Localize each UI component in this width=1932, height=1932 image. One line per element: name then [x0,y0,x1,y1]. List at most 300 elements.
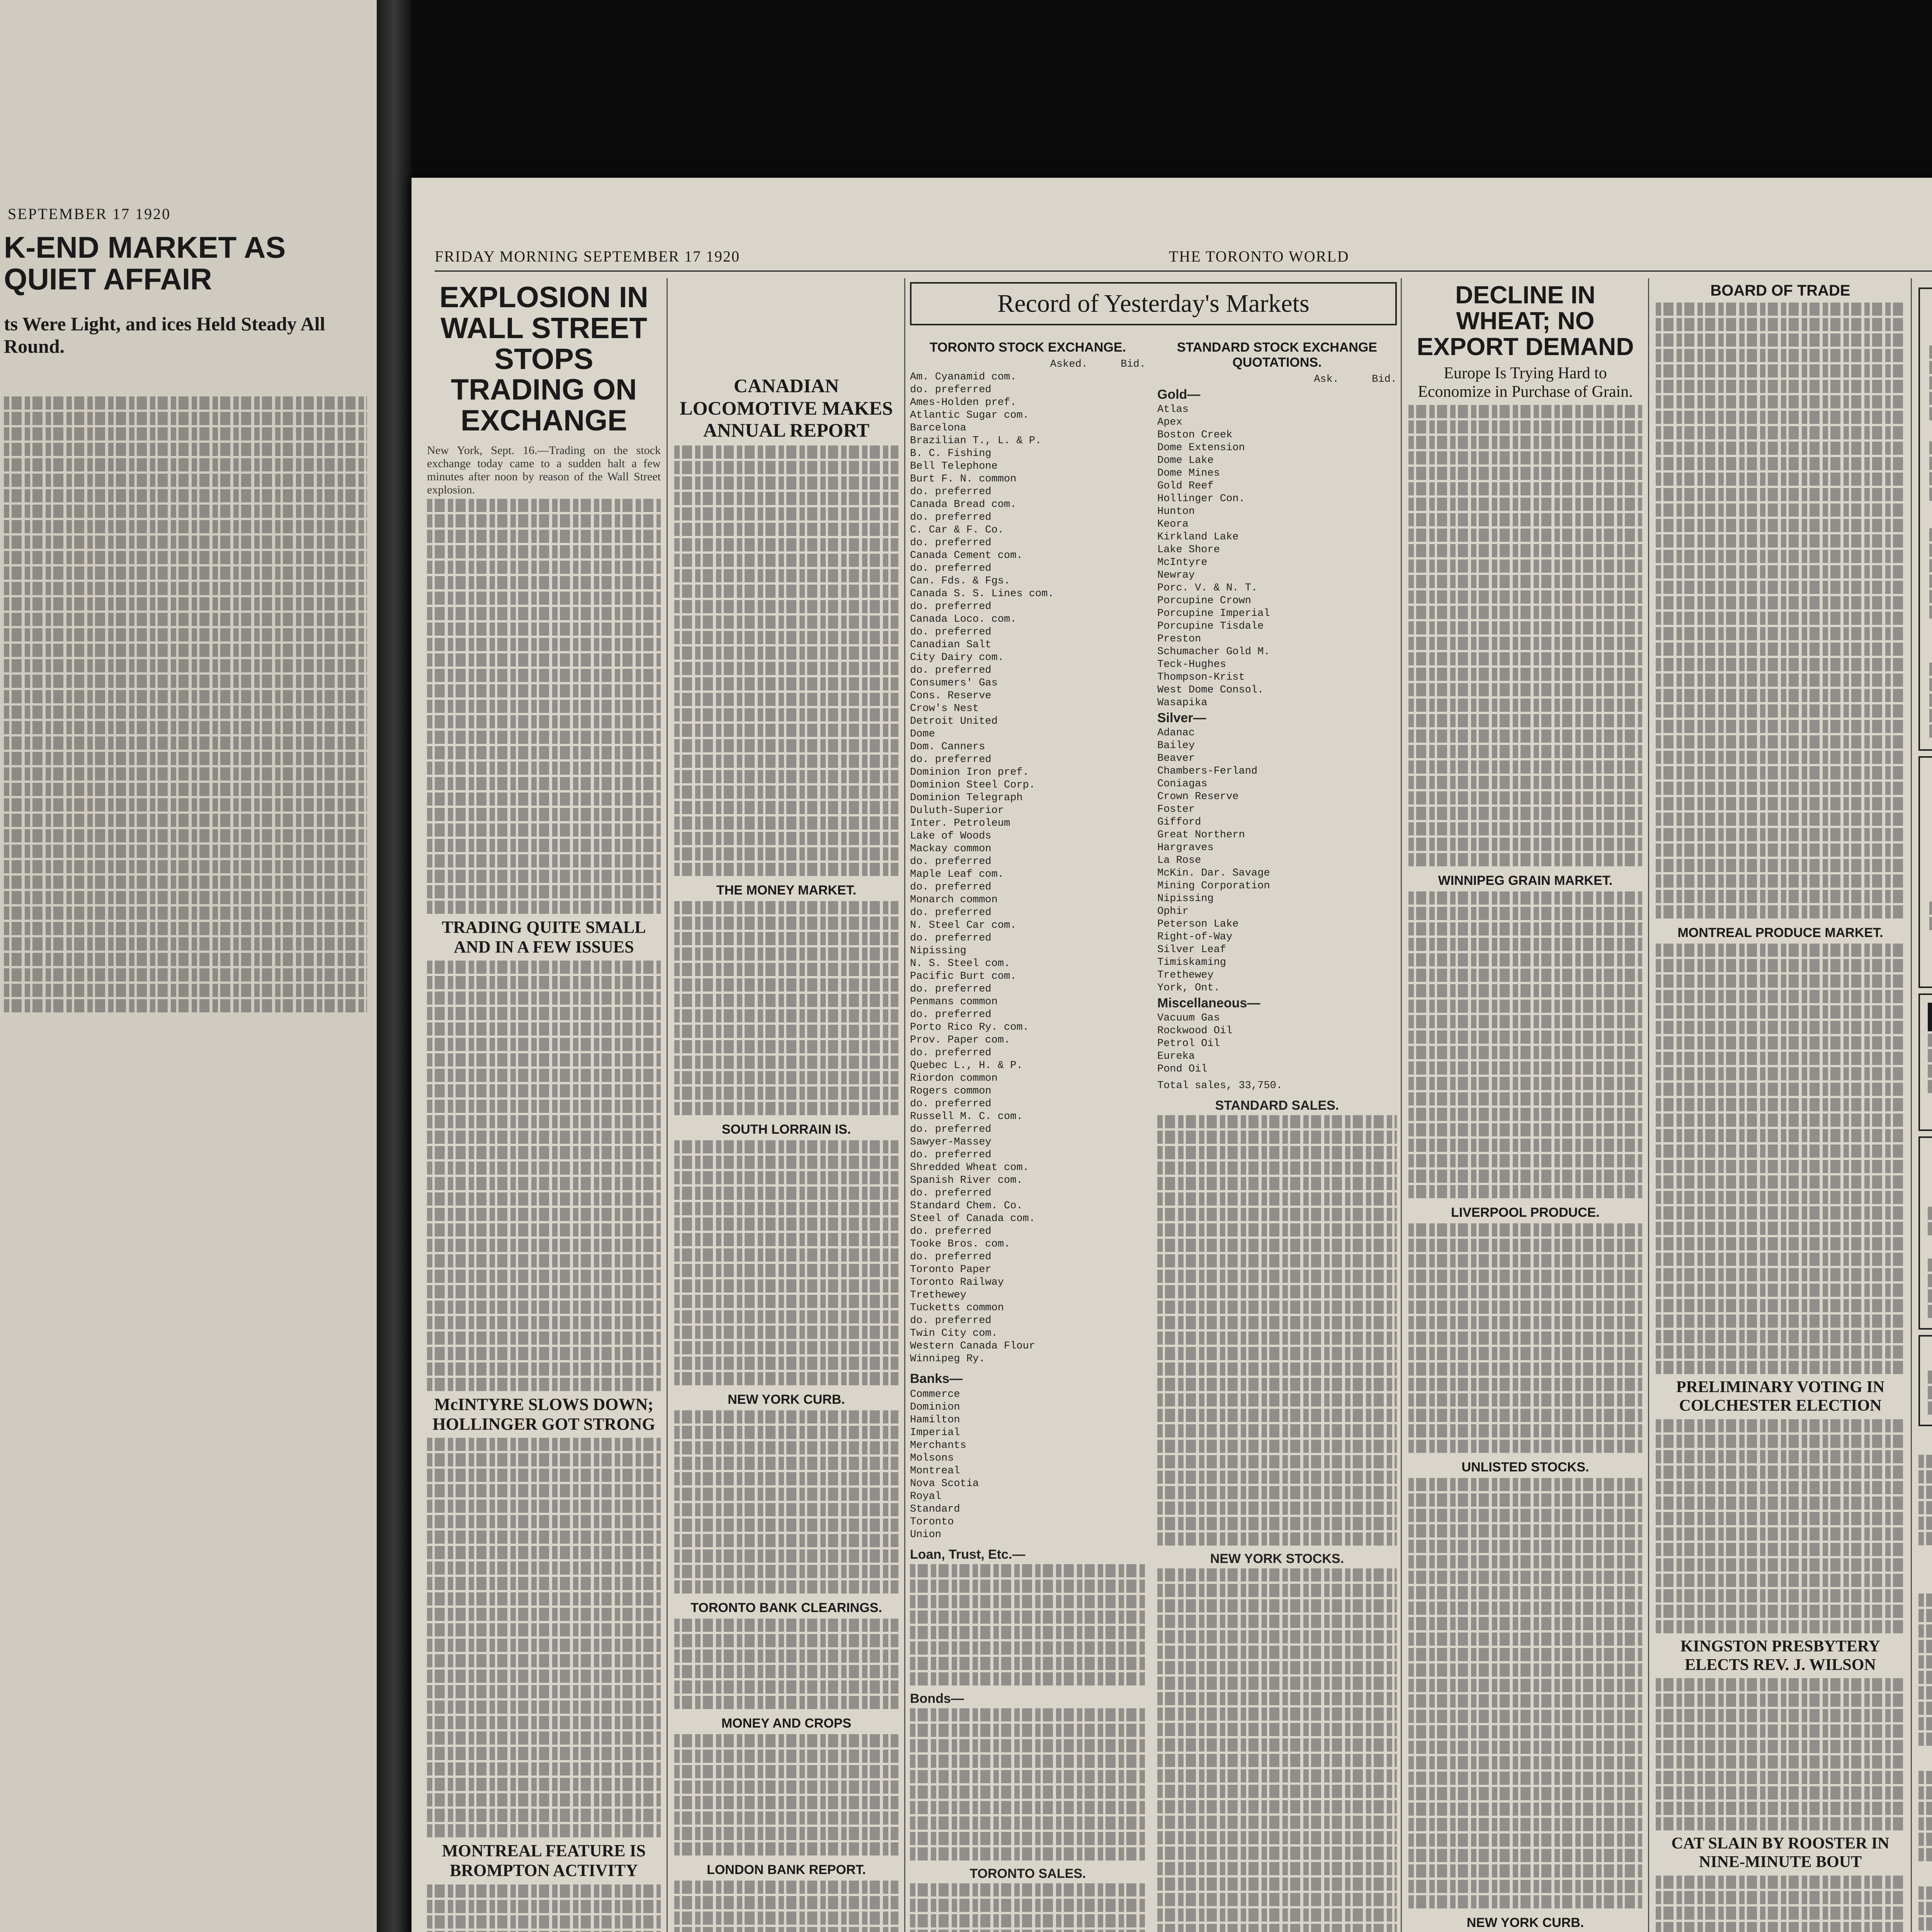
table-row [910,1174,1146,1187]
table-row [910,511,1146,524]
table-row [910,945,1146,957]
table-row [1157,658,1397,671]
stock-name: Toronto Railway [910,1277,1004,1288]
stock-name: Dominion Iron pref. [910,767,1029,778]
table-row [910,486,1146,498]
table-row [1157,595,1397,607]
table-row [910,1264,1146,1276]
stock-name: do. preferred [910,665,992,676]
stock-name: do. preferred [910,537,992,549]
stock-name: City Dairy com. [910,652,1004,663]
stock-name: Dome Extension [1157,442,1245,454]
table-row [1157,416,1397,429]
stock-name: Right-of-Way [1157,931,1233,943]
stock-name: Maple Leaf com. [910,869,1004,880]
stock-name: Porto Rico Ry. com. [910,1022,1029,1033]
stock-name: Great Northern [1157,829,1245,841]
bread-stores-head [1918,1753,1932,1768]
left-page-headline: K-END MARKET AS QUIET AFFAIR [4,230,286,296]
table-row [910,639,1146,651]
stock-name: Canada Bread com. [910,499,1017,510]
rooster-headline: CAT SLAIN BY ROOSTER IN NINE-MINUTE BOUT [1671,1835,1889,1871]
table-row [910,1503,1146,1516]
stock-name: Pacific Burt com. [910,971,1017,982]
colchester-headline: PRELIMINARY VOTING IN COLCHESTER ELECTION [1676,1378,1885,1415]
table-row [1157,867,1397,880]
unlisted-stocks-head: UNLISTED STOCKS. [1461,1460,1589,1475]
stoneham-address [1929,959,1932,977]
standard-exchange-table: Ask. Bid. Gold— Atlas Apex Boston Creek Dome Extension Dome Lake Dome Mines Gold Reef Hollinger Con. Hunton Keora Kirkland Lake Lake Shore McIntyre Newray Porc. V. & N. T. Porcupine Crown Porcupine Imperial Porcupine Tisdale Preston Schumacher Gold M. Teck-Hughes Thompson-Krist West Dome Consol. Wasapika Silver— Adanac Bailey Beaver Chambers-Ferland Coniagas Crown Reserve Foster Gifford Great Northern Hargraves La Rose McKin. Dar. Savage Mining Corporation Nipissing Ophir Peterson Lake Right-of-Way Silver Leaf Timiskaming Trethewey York, Ont. Miscellaneous— Vacuum Gas Rockwood Oil Petrol Oil Eureka Pond Oil Total sales, 33,750. STANDARD SALES. NEW YORK STOCKS. [1157,373,1397,1932]
table-row [910,473,1146,486]
london-bank-head: LONDON BANK REPORT. [707,1862,866,1877]
table-row [1157,569,1397,582]
table-row [910,766,1146,779]
half-price-title [1928,1003,1932,1031]
table-row [910,1529,1146,1541]
table-row [1157,918,1397,931]
stock-name: Hargraves [1157,842,1214,854]
table-row [910,1072,1146,1085]
oil-ad-text [1929,827,1932,863]
stock-name: Dominion [910,1401,960,1413]
table-row [1157,727,1397,740]
table-row [910,1136,1146,1149]
header-paper-name: THE TORONTO WORLD [1169,248,1349,265]
table-row [910,588,1146,600]
table-row [910,651,1146,664]
column-7-ads [1918,282,1932,1932]
stock-name: do. preferred [910,626,992,638]
table-row [910,792,1146,804]
stock-name: Riordon common [910,1073,998,1084]
stock-name: do. preferred [910,1098,992,1110]
stock-name: York, Ont. [1157,982,1220,994]
table-row [1157,620,1397,633]
table-row [1157,582,1397,595]
stock-name: do. preferred [910,1149,992,1161]
table-row [910,409,1146,422]
stock-name: Newray [1157,570,1195,581]
table-row [910,919,1146,932]
table-row [910,1315,1146,1327]
south-lorrain-head: SOUTH LORRAIN IS. [721,1122,851,1137]
stock-name: Timiskaming [1157,957,1226,968]
table-row [910,983,1146,996]
table-row [1157,880,1397,893]
toronto-sales-head: TORONTO SALES. [969,1866,1086,1881]
table-row [1157,454,1397,467]
toronto-exchange-head: TORONTO STOCK EXCHANGE. [929,340,1126,355]
markets-banner: Record of Yesterday's Markets [910,282,1397,325]
table-row [910,894,1146,906]
stock-name: Shredded Wheat com. [910,1162,1029,1173]
table-row [910,1225,1146,1238]
table-row [910,1251,1146,1264]
stock-name: Western Canada Flour [910,1340,1036,1352]
left-page-body [4,394,367,1932]
stock-name: Ames-Holden pref. [910,397,1017,408]
stock-name: Dominion Telegraph [910,792,1023,804]
stock-name: Commerce [910,1389,960,1400]
stock-name: Trethewey [1157,969,1214,981]
money-crops-head: MONEY AND CROPS [721,1716,852,1731]
stock-name: McKin. Dar. Savage [1157,867,1270,879]
table-row [1157,1063,1397,1076]
ny-curb2-head: NEW YORK CURB. [1466,1915,1584,1930]
banks-head: Banks— [910,1371,963,1386]
stock-name: C. Car & F. Co. [910,524,1004,536]
stock-name: Cons. Reserve [910,690,992,702]
stock-name: Schumacher Gold M. [1157,646,1270,658]
stock-name: Nipissing [910,945,966,957]
stock-name: Lake of Woods [910,830,992,842]
table-row [1157,544,1397,556]
stock-name: N. S. Steel com. [910,958,1010,969]
bank-clearings-head: TORONTO BANK CLEARINGS. [690,1600,882,1615]
stock-name: Foster [1157,804,1195,815]
table-row [910,1111,1146,1123]
money-market-head: THE MONEY MARKET. [716,883,857,898]
table-row [910,524,1146,537]
stock-name: Thompson-Krist [1157,672,1245,683]
table-row [1157,791,1397,803]
traders-ad-sub [1929,424,1932,437]
stock-name: Atlantic Sugar com. [910,410,1029,421]
table-row [910,575,1146,588]
table-row [1157,556,1397,569]
stock-name: do. preferred [910,563,992,574]
stock-name: Wasapika [1157,697,1208,709]
table-row [910,447,1146,460]
toronto-exchange-table: Asked. Bid. Am. Cyanamid com. do. preferred Ames-Holden pref. Atlantic Sugar com. Barcelona Brazilian T., L. & P. B. C. Fishing Bell Telephone Burt F. N. common do. preferred Canada Bread com. do. preferred C. Car & F. Co. do. preferred Canada Cement com. do. preferred Can. Fds. & Fgs. Canada S. S. Lines com. do. preferred Canada Loco. com. do. preferred Canadian Salt City Dairy com. do. preferred Consumers' Gas Cons. Reserve Crow's Nest Detroit United Dome Dom. Canners do. preferred Dominion Iron pref. Dominion Steel Corp. Dominion Telegraph Duluth-Superior Inter. Petroleum Lake of Woods Mackay common do. preferred Maple Leaf com. do. preferred Monarch common do. preferred N. Steel Car com. do. preferred Nipissing N. S. Steel com. Pacific Burt com. do. preferred Penmans common do. preferred Porto Rico Ry. com. Prov. Paper com. do. preferred Quebec L., H. & P. Riordon common Rogers common do. preferred Russell M. C. com. do. preferred Sawyer-Massey do. preferred Shredded Wheat com. Spanish River com. do. preferred Standard Chem. Co. Steel of Canada com. do. preferred Tooke Bros. com. do. preferred Toronto Paper Toronto Railway Trethewey Tucketts common do. preferred Twin City com. Western Canada Flour Winnipeg Ry. Banks— Commerce Dominion Hamilton Imperial Merchants Molsons Montreal Nova Scotia Royal Standard Toronto Union Loan, Trust, Etc.— Bonds— TORONTO SALES. [910,358,1146,1932]
stock-name: Rogers common [910,1085,992,1097]
stock-name: Porc. V. & N. T. [1157,582,1258,594]
stock-name: Beaver [1157,753,1195,764]
table-row [910,1465,1146,1478]
table-row [910,804,1146,817]
table-row [910,702,1146,715]
stock-name: B. C. Fishing [910,448,992,459]
table-row [910,996,1146,1009]
table-row [1157,893,1397,905]
table-row [910,715,1146,728]
stock-name: West Dome Consol. [1157,684,1264,696]
stock-name: Detroit United [910,716,998,727]
newspaper-page [412,178,1932,1932]
stock-name: Dome [910,728,935,740]
stock-name: Barcelona [910,422,966,434]
table-row [1157,671,1397,684]
left-page-subhead: ts Were Light, and ices Held Steady All Round. [4,313,325,357]
liverpool-produce-head: LIVERPOOL PRODUCE. [1451,1205,1600,1220]
stock-name: Gifford [1157,816,1201,828]
hudson-firm [1928,1146,1932,1173]
trading-small-headline: TRADING QUITE SMALL AND IN A FEW ISSUES [442,917,646,956]
table-row [910,843,1146,855]
montreal-feature-headline: MONTREAL FEATURE IS BROMPTON ACTIVITY [442,1841,646,1880]
stock-name: Mining Corporation [1157,880,1270,892]
stock-name: do. preferred [910,983,992,995]
stock-name: Rockwood Oil [1157,1025,1233,1037]
table-row [910,1187,1146,1200]
stock-name: Keora [1157,519,1189,530]
table-row [1157,697,1397,709]
table-row [1157,778,1397,791]
stock-name: Imperial [910,1427,960,1439]
stock-name: Toronto Paper [910,1264,992,1276]
table-row [910,1098,1146,1111]
column-6 [1656,282,1905,1932]
table-row [910,371,1146,384]
stock-name: do. preferred [910,1315,992,1327]
stock-name: Ophir [1157,906,1189,917]
wills-ad-name [1929,625,1932,645]
stock-name: Vacuum Gas [1157,1012,1220,1024]
left-page [0,0,377,1932]
table-row [910,690,1146,702]
table-row [910,626,1146,639]
traders-ad-book [1929,505,1932,524]
table-row [910,1516,1146,1529]
column-5 [1408,282,1642,1932]
table-row [910,1200,1146,1213]
stock-name: do. preferred [910,512,992,523]
table-row [910,1340,1146,1353]
stock-name: Sawyer-Massey [910,1136,992,1148]
stock-name: Canada Cement com. [910,550,1023,561]
loan-head: Loan, Trust, Etc.— [910,1547,1026,1562]
stock-name: Pond Oil [1157,1063,1208,1075]
table-row [910,1439,1146,1452]
stock-name: Teck-Hughes [1157,659,1226,670]
column-4 [1157,340,1397,1932]
table-row [910,435,1146,447]
stock-name: do. preferred [910,601,992,612]
west-ad [1918,1335,1932,1426]
stock-name: Dome Lake [1157,455,1214,466]
table-row [910,537,1146,549]
hudson-ad [1918,1136,1932,1330]
table-row [910,1149,1146,1162]
table-row [910,1353,1146,1366]
oil-stocks-ad [1918,756,1932,988]
table-row [910,1388,1146,1401]
stock-name: Canada Loco. com. [910,614,1017,625]
bickell-firm [1928,1180,1932,1204]
stock-name: Brazilian T., L. & P. [910,435,1042,447]
traders-ad-title [1929,298,1932,343]
table-row [1157,765,1397,778]
table-row [910,932,1146,945]
ny-stocks-head: NEW YORK STOCKS. [1210,1551,1344,1566]
stock-name: Consumers' Gas [910,677,998,689]
stock-name: Monarch common [910,894,998,906]
table-row [910,855,1146,868]
stock-name: Hamilton [910,1414,960,1426]
locomotive-headline: CANADIAN LOCOMOTIVE MAKES ANNUAL REPORT [680,375,893,441]
table-row [910,817,1146,830]
stock-name: Chambers-Ferland [1157,765,1258,777]
table-row [1157,467,1397,480]
stock-name: La Rose [1157,855,1201,866]
table-row [1157,607,1397,620]
stock-name: Russell M. C. com. [910,1111,1023,1122]
table-row [1157,905,1397,918]
table-row [1157,531,1397,544]
table-row [1157,518,1397,531]
header-date: FRIDAY MORNING SEPTEMBER 17 1920 [435,248,740,265]
wall-street-headline: EXPLOSION IN WALL STREET STOPS TRADING ON EXCHANGE [439,282,648,437]
stock-name: Trethewey [910,1289,966,1301]
stock-name: Dome Mines [1157,468,1220,479]
gold-head: Gold— [1157,387,1201,402]
table-row [1157,493,1397,505]
stock-name: Prov. Paper com. [910,1034,1010,1046]
stock-name: Boston Creek [1157,429,1233,441]
table-row [910,1238,1146,1251]
wills-ad-sub [1929,645,1932,660]
stock-name: Apex [1157,417,1182,428]
stock-name: Bell Telephone [910,461,998,472]
table-row [1157,505,1397,518]
table-row [1157,1050,1397,1063]
stock-name: Montreal [910,1465,960,1477]
stock-name: Preston [1157,633,1201,645]
table-row [910,677,1146,690]
column-2 [674,371,898,1932]
stock-name: do. preferred [910,1187,992,1199]
table-row [910,562,1146,575]
west-firm [1928,1344,1932,1368]
stock-name: Tucketts common [910,1302,1004,1314]
table-row [910,779,1146,792]
table-row [1157,969,1397,982]
table-row [1157,982,1397,995]
table-row [910,600,1146,613]
stock-name: Quebec L., H. & P. [910,1060,1023,1071]
stock-name: Steel of Canada com. [910,1213,1036,1225]
table-row [910,1060,1146,1072]
wright-firm [1928,1099,1932,1122]
stock-name: Canadian Salt [910,639,992,651]
table-row [910,1327,1146,1340]
table-row [910,384,1146,396]
table-row [910,881,1146,894]
stock-name: do. preferred [910,384,992,396]
table-row [910,970,1146,983]
stock-name: Crown Reserve [1157,791,1239,803]
table-row [1157,842,1397,854]
stock-name: Winnipeg Ry. [910,1353,985,1365]
stock-name: Silver Leaf [1157,944,1226,956]
column-3 [910,340,1146,1932]
stock-name: Crow's Nest [910,703,979,714]
table-row [1157,803,1397,816]
stock-name: Penmans common [910,996,998,1008]
standard-total: Total sales, 33,750. [1157,1080,1283,1092]
stock-name: Gold Reef [1157,480,1214,492]
stock-name: Hollinger Con. [1157,493,1245,505]
table-row [910,1162,1146,1174]
stock-name: do. preferred [910,932,992,944]
misc-head: Miscellaneous— [1157,996,1260,1010]
stock-name: Eureka [1157,1051,1195,1062]
board-of-trade-head: BOARD OF TRADE [1710,282,1850,299]
kerr-lake-title [1918,1432,1932,1452]
three-ships-headline [1918,1551,1932,1590]
table-row [1157,1012,1397,1025]
table-row [910,549,1146,562]
table-row [910,906,1146,919]
stock-name: Inter. Petroleum [910,818,1010,829]
tisza-head [1918,1868,1932,1883]
table-row [910,396,1146,409]
table-row [1157,1037,1397,1050]
stock-name: Dom. Canners [910,741,985,753]
stock-name: do. preferred [910,1009,992,1020]
stock-name: Standard Chem. Co. [910,1200,1023,1212]
table-row [1157,944,1397,956]
stock-name: Lake Shore [1157,544,1220,556]
table-row [910,460,1146,473]
page-header [435,247,1932,272]
stock-name: Porcupine Crown [1157,595,1252,607]
table-row [1157,740,1397,752]
stock-name: do. preferred [910,486,992,498]
montreal-produce-head: MONTREAL PRODUCE MARKET. [1677,925,1883,940]
table-row [910,664,1146,677]
stock-name: Adanac [1157,727,1195,739]
table-row [910,1085,1146,1098]
stock-name: Duluth-Superior [910,805,1004,816]
kingston-headline: KINGSTON PRESBYTERY ELECTS REV. J. WILSON [1680,1637,1881,1674]
table-row [910,728,1146,741]
ny-curb-head: NEW YORK CURB. [728,1392,845,1407]
stock-name: Porcupine Imperial [1157,608,1270,619]
table-row [910,1123,1146,1136]
half-price-ad [1918,993,1932,1131]
stock-name: Porcupine Tisdale [1157,621,1264,632]
table-row [910,830,1146,843]
stock-name: do. preferred [910,907,992,918]
stock-name: Nova Scotia [910,1478,979,1490]
table-row [910,1047,1146,1060]
stock-name: Hunton [1157,506,1195,517]
table-row [1157,854,1397,867]
bickell-line [1928,1239,1932,1255]
wheat-headline: DECLINE IN WHEAT; NO EXPORT DEMAND [1417,282,1634,361]
silver-head: Silver— [1157,711,1206,725]
table-row [1157,646,1397,658]
stock-name: Peterson Lake [1157,918,1239,930]
mcintyre-headline: McINTYRE SLOWS DOWN; HOLLINGER GOT STRONG [432,1395,655,1434]
stock-name: do. preferred [910,1124,992,1135]
book-binding [377,0,412,1932]
table-row [910,1478,1146,1490]
winnipeg-grain-head: WINNIPEG GRAIN MARKET. [1438,873,1613,888]
table-row [910,1401,1146,1414]
table-row [1157,816,1397,829]
oil-ad-title [1929,767,1932,821]
table-row [910,1213,1146,1225]
standard-sales-head: STANDARD SALES. [1215,1098,1339,1113]
stoneham-firm [1929,935,1932,954]
table-row [910,1414,1146,1427]
table-row [910,1490,1146,1503]
stock-name: Spanish River com. [910,1175,1023,1186]
stock-name: do. preferred [910,1226,992,1237]
stock-name: Am. Cyanamid com. [910,371,1017,383]
